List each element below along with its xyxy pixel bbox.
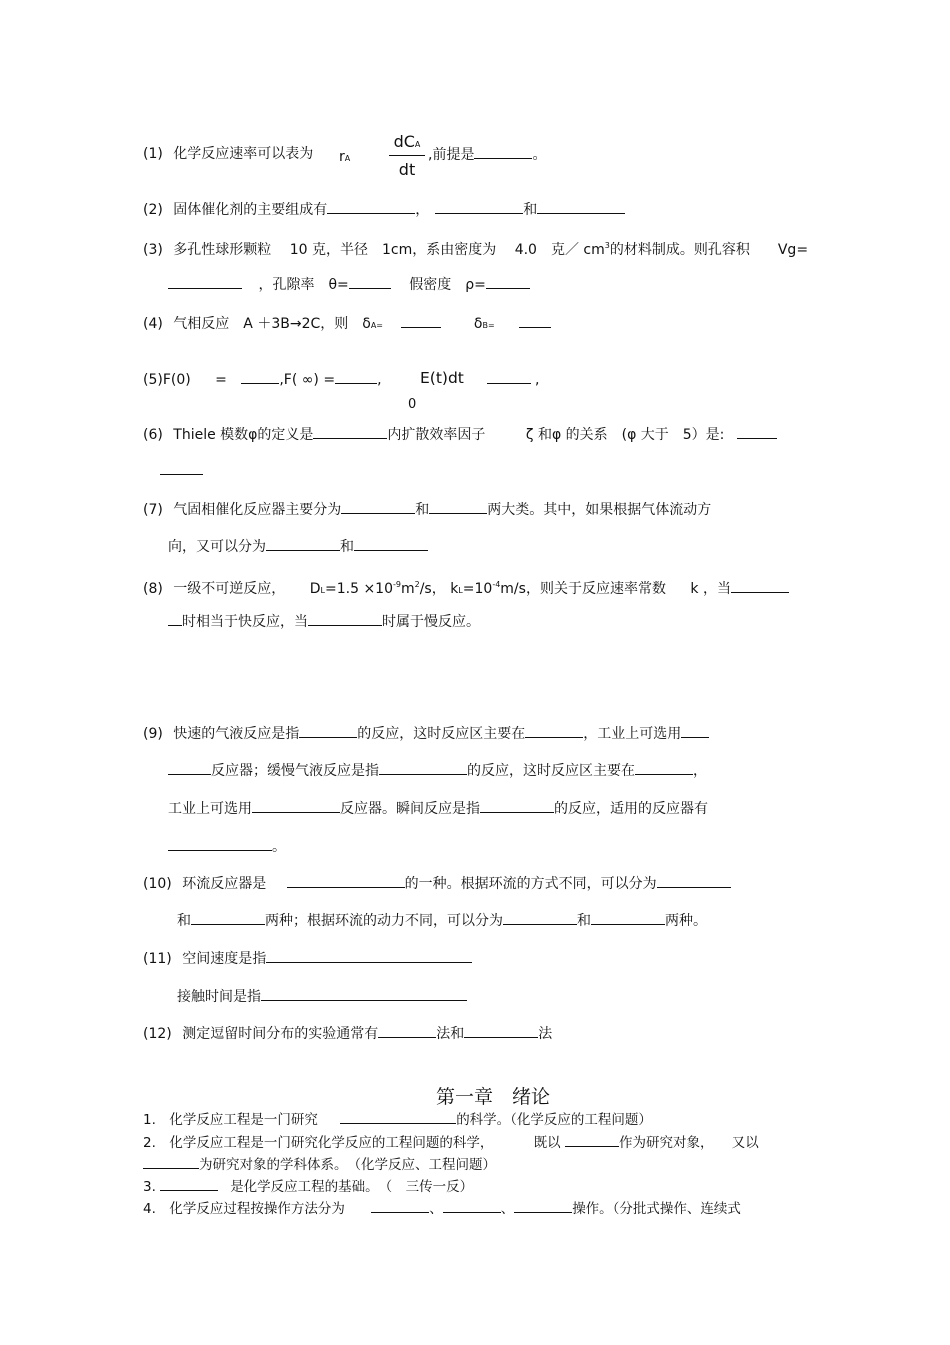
q10-text-2: 的一种。根据环流的方式不同，可以分为 [404,876,657,892]
q5-line [143,369,382,390]
q3-blank-vg[interactable] [168,274,242,289]
q1-line [143,144,313,164]
q12-text-3: 法 [538,1026,553,1042]
q7-blank-4[interactable] [354,536,428,551]
q4-sub-b: B= [482,321,495,330]
q11-number: (11) [143,951,172,967]
q10-text-4: 两种；根据环流的动力不同，可以分为 [265,913,503,929]
q8-kl-sub: L [458,586,463,595]
chapter-item-1-text: 1. 化学反应工程是一门研究 [143,1112,318,1128]
q11-blank-2[interactable] [261,986,467,1001]
q9-blank-3[interactable] [681,723,709,738]
q5-f-inf: ,F( ∞) = [279,372,336,388]
q9-text-7: 工业上可选用 [168,801,252,817]
q10-and-2: 和 [577,913,591,929]
chapter-item-2-blank-1[interactable] [565,1132,619,1147]
q8-line [143,575,789,601]
q5-blank-1[interactable] [241,369,279,384]
q11-line-2 [177,986,467,1007]
chapter-item-3 [143,1176,473,1197]
q1-rate-symbol [339,147,350,169]
q8-kl-value: =10 [462,581,493,597]
q9-blank-8[interactable] [168,836,272,851]
q10-blank-2[interactable] [657,873,731,888]
q10-line [143,873,731,894]
q7-blank-1[interactable] [341,499,415,514]
q7-blank-3[interactable] [266,536,340,551]
q10-number: (10) [143,876,172,892]
q12-text-2: 法和 [436,1026,465,1042]
q7-line-2-text: 向，又可以分为 [168,539,266,555]
chapter-item-1 [143,1109,652,1130]
q12-text-1: 测定逗留时间分布的实验通常有 [182,1026,379,1042]
chapter-item-2-youyi: 又以 [731,1135,759,1151]
q8-kl: k [450,581,459,597]
chapter-item-3-text: 是化学反应工程的基础。 （ 三传一反） [230,1179,474,1195]
q3-porosity: ，孔隙率 θ= [258,277,349,293]
q8-fast-text: 时相当于快反应，当 [182,614,308,630]
q8-dl-unit: m [400,581,415,597]
q2-blank-3[interactable] [537,199,625,214]
chapter-item-2-object: 作为研究对象， [618,1135,714,1151]
q5-eq: = [215,372,227,388]
q1-premise-text: ,前提是 [428,147,475,163]
q5-integral: E(t)dt [420,369,464,387]
q1-text: 化学反应速率可以表为 [173,146,314,162]
q3-line-2 [168,274,530,295]
q9-text-4: 反应器；缓慢气液反应是指 [211,763,379,779]
q1-numer-sub: A [414,140,421,149]
q6-blank-2[interactable] [737,424,777,439]
q7-text: 气固相催化反应器主要分为 [173,502,342,518]
q3-superscript: 3 [604,241,610,250]
q6-text-3: ζ 和φ 的关系 (φ 大于 5）是: [525,427,725,443]
chapter-item-4-blank-2[interactable] [443,1198,501,1213]
q7-number: (7) [143,502,163,518]
q6-blank-1[interactable] [313,424,387,439]
chapter-item-3-blank[interactable] [160,1176,218,1191]
q9-line-4 [168,836,286,857]
q9-blank-1[interactable] [299,723,357,738]
q1-tail [428,144,546,165]
q10-text-1: 环流反应器是 [182,876,267,892]
q7-text-2: 两大类。其中，如果根据气体流动方 [487,502,712,518]
q10-blank-3[interactable] [191,910,265,925]
q4-blank-a[interactable] [401,313,441,328]
q7-line [143,499,711,520]
q3-text-2: 的材料制成。则孔容积 Vg= [609,242,809,258]
q5-blank-2[interactable] [335,369,377,384]
q8-kl-exp: -4 [492,580,501,589]
q3-blank-density[interactable] [486,274,530,289]
q10-blank-4[interactable] [503,910,577,925]
q1-fraction-numerator [389,132,425,151]
q3-blank-porosity[interactable] [349,274,391,289]
q2-number: (2) [143,202,163,218]
q7-blank-2[interactable] [429,499,487,514]
q1-rate-sub: A [344,154,351,163]
q1-number: (1) [143,146,163,162]
q9-blank-7[interactable] [480,798,554,813]
q3-text: 多孔性球形颗粒 10 克，半径 1cm，系由密度为 4.0 克／ cm [173,242,605,258]
q3-line [143,236,808,260]
q10-blank-5[interactable] [591,910,665,925]
q8-blank-1[interactable] [731,578,789,593]
q9-blank-6[interactable] [252,798,340,813]
chapter-item-4-sep-2: 、 [500,1201,515,1217]
chapter-item-1-blank[interactable] [340,1109,456,1124]
q4-blank-b[interactable] [519,313,551,328]
q5-comma: , [377,372,382,388]
q2-text: 固体催化剂的主要组成有 [173,202,328,218]
q9-blank-3-cont[interactable] [168,760,211,775]
q9-line [143,723,709,744]
q4-delta-b: δ [473,316,483,332]
chapter-item-2-line-2 [143,1154,496,1175]
q11-line [143,948,472,969]
chapter-item-2-blank-2[interactable] [143,1154,199,1169]
q6-number: (6) [143,427,163,443]
q7-line-2 [168,536,428,557]
q2-blank-2[interactable] [435,199,523,214]
q8-blank-1-cont[interactable] [168,611,182,626]
q4-sub-a: A= [370,321,384,330]
q10-blank-1[interactable] [287,873,405,888]
q8-slow-text: 时属于慢反应。 [382,614,480,630]
q8-blank-2[interactable] [308,611,382,626]
q5-blank-3[interactable] [487,369,531,384]
q4-text: 气相反应 A ＋3B→2C，则 δ [173,316,371,332]
chapter-item-4-blank-3[interactable] [514,1198,572,1213]
q5-integral-lower-limit: 0 [408,397,417,412]
q1-blank[interactable] [474,144,532,159]
q1-rate-r: r [339,149,345,165]
q2-blank-1[interactable] [327,199,415,214]
q5-tail [487,369,539,390]
q8-line-2 [168,611,480,632]
chapter-item-4-tail: 操作。（分批式操作、连续式 [572,1201,741,1217]
q9-line-3 [168,798,708,819]
q8-text: 一级不可逆反应， [173,581,286,597]
q11-blank-1[interactable] [266,948,472,963]
q2-and: 和 [523,202,538,218]
q8-dl-sub: L [320,586,325,595]
q8-dl-exp: -9 [393,580,401,589]
q6-text-2: 内扩散效率因子 [387,427,486,443]
q4-number: (4) [143,316,163,332]
q8-k: k ，当 [690,581,731,597]
q5-number: (5)F(0) [143,372,191,388]
q4-line [143,313,551,336]
q5-end: , [535,372,540,388]
q9-blank-4[interactable] [379,760,467,775]
q7-and: 和 [415,502,430,518]
q9-text-3: ，工业上可选用 [583,726,682,742]
q9-text-2: 的反应，这时反应区主要在 [357,726,526,742]
chapter-item-2 [143,1132,759,1153]
q9-text-9: 的反应，适用的反应器有 [554,801,708,817]
q8-dl-tail: /s， [419,581,446,597]
q3-number: (3) [143,242,163,258]
q9-text-8: 反应器。瞬间反应是指 [340,801,480,817]
chapter-item-4-blank-1[interactable] [371,1198,429,1213]
q6-line-2 [160,460,203,481]
chapter-item-4-sep-1: 、 [429,1201,443,1217]
q1-fraction-denominator: dt [398,160,416,179]
q1-end: 。 [532,147,547,163]
chapter-item-2-yi: 既以 [533,1135,561,1151]
chapter-item-1-tail: 的科学。（化学反应的工程问题） [456,1112,652,1128]
q9-text-1: 快速的气液反应是指 [173,726,300,742]
q8-kl-tail: m/s，则关于反应速率常数 [500,581,666,597]
q9-text-5: 的反应，这时反应区主要在 [467,763,635,779]
chapter-item-4-text: 4. 化学反应过程按操作方法分为 [143,1201,345,1217]
q6-line [143,424,777,445]
q11-text-1: 空间速度是指 [182,951,267,967]
q12-number: (12) [143,1026,172,1042]
q1-fraction-bar [389,155,425,156]
q2-sep: ， [415,202,430,218]
chapter-item-2-tail: 为研究对象的学科体系。 （化学反应、工程问题） [199,1157,496,1173]
q9-blank-5[interactable] [635,760,693,775]
q7-and-2: 和 [340,539,354,555]
q11-text-2: 接触时间是指 [177,989,261,1005]
q12-line [143,1023,552,1044]
chapter-item-4 [143,1198,741,1219]
q8-dl: D [309,581,321,597]
q8-dl-value: =1.5 ×10 [325,581,393,597]
q9-line-2 [168,760,707,781]
chapter-title: 第一章 绪论 [436,1086,551,1108]
q3-density: 假密度 ρ= [409,277,486,293]
q8-number: (8) [143,581,163,597]
q9-text-6: ， [693,763,707,779]
chapter-item-2-text: 2. 化学反应工程是一门研究化学反应的工程问题的科学， [143,1135,494,1151]
q1-numer: dC [393,132,415,151]
q6-text: Thiele 模数φ的定义是 [173,427,314,443]
chapter-item-3-number: 3. [143,1179,156,1195]
q12-blank-2[interactable] [464,1023,538,1038]
q12-blank-1[interactable] [378,1023,436,1038]
q9-number: (9) [143,726,163,742]
q2-line [143,199,625,220]
q10-text-6: 两种。 [665,913,707,929]
q9-end: 。 [272,839,286,855]
q10-and: 和 [177,913,191,929]
q8-dl-unit-exp: 2 [414,580,420,589]
q6-blank-2-cont[interactable] [160,460,203,475]
q9-blank-2[interactable] [525,723,583,738]
q10-line-2 [177,910,707,931]
